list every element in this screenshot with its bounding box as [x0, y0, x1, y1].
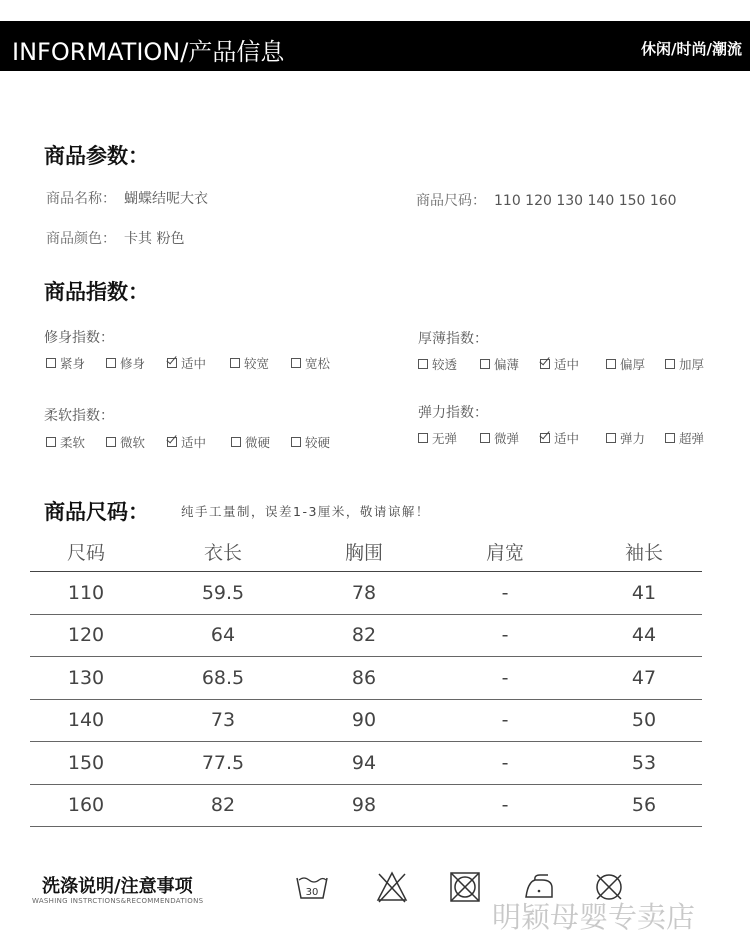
- option-item[interactable]: 适中: [167, 433, 206, 451]
- table-cell: 110: [30, 572, 142, 615]
- param-color-label: 商品颜色：: [46, 231, 116, 247]
- store-watermark: 明颖母婴专卖店: [492, 900, 696, 934]
- option-item[interactable]: 微弹: [480, 429, 519, 447]
- option-item[interactable]: 无弹: [418, 429, 457, 447]
- param-size-value: 110 120 130 140 150 160: [494, 193, 677, 209]
- checkbox-icon: [418, 359, 428, 369]
- index-label-fit: 修身指数：: [44, 330, 114, 346]
- option-item[interactable]: 弹力: [606, 429, 645, 447]
- checkbox-icon: [418, 433, 428, 443]
- header-title: INFORMATION/产品信息: [12, 38, 285, 66]
- param-size: [416, 190, 677, 210]
- option-item[interactable]: 修身: [106, 354, 145, 372]
- header-tags: 休闲/时尚/潮流: [641, 40, 742, 58]
- option-item[interactable]: 柔软: [46, 433, 85, 451]
- table-cell: 77.5: [142, 742, 304, 785]
- index-label-softness: 柔软指数：: [44, 408, 114, 424]
- table-cell: -: [424, 657, 586, 700]
- header-bar: [0, 21, 750, 71]
- table-cell: 130: [30, 657, 142, 700]
- table-cell: 90: [304, 699, 424, 742]
- table-row: [30, 657, 702, 700]
- option-item[interactable]: 较宽: [230, 354, 269, 372]
- column-header: 尺码: [30, 531, 142, 572]
- checkbox-icon: [46, 437, 56, 447]
- table-cell: 50: [586, 699, 702, 742]
- column-header: 衣长: [142, 531, 304, 572]
- option-item[interactable]: 宽松: [291, 354, 330, 372]
- table-cell: -: [424, 699, 586, 742]
- option-item[interactable]: 适中: [167, 354, 206, 372]
- table-cell: 120: [30, 614, 142, 657]
- option-item[interactable]: 微软: [106, 433, 145, 451]
- option-item[interactable]: 较硬: [291, 433, 330, 451]
- checkbox-checked-icon: [167, 437, 177, 447]
- option-item[interactable]: 较透: [418, 355, 457, 373]
- option-item[interactable]: 加厚: [665, 355, 704, 373]
- column-header: 袖长: [586, 531, 702, 572]
- checkbox-checked-icon: [167, 358, 177, 368]
- table-cell: 98: [304, 784, 424, 827]
- table-cell: 150: [30, 742, 142, 785]
- column-header: 胸围: [304, 531, 424, 572]
- table-cell: -: [424, 784, 586, 827]
- sizes-title: 商品尺码：: [44, 500, 149, 524]
- washing-subtitle: WASHING INSTRCTIONS&RECOMMENDATIONS: [32, 897, 204, 905]
- size-table: [30, 531, 702, 827]
- sizes-note: 纯手工量制，误差1-3厘米，敬请谅解！: [181, 504, 430, 519]
- checkbox-checked-icon: [540, 359, 550, 369]
- checkbox-icon: [606, 433, 616, 443]
- table-cell: 73: [142, 699, 304, 742]
- table-cell: 82: [304, 614, 424, 657]
- table-cell: 44: [586, 614, 702, 657]
- param-name-label: 商品名称：: [46, 191, 116, 207]
- checkbox-icon: [665, 359, 675, 369]
- checkbox-checked-icon: [540, 433, 550, 443]
- checkbox-icon: [480, 433, 490, 443]
- table-cell: 140: [30, 699, 142, 742]
- checkbox-icon: [106, 358, 116, 368]
- option-item[interactable]: 微硬: [231, 433, 270, 451]
- params-title: 商品参数：: [44, 144, 149, 168]
- option-item[interactable]: 超弹: [665, 429, 704, 447]
- table-cell: 59.5: [142, 572, 304, 615]
- wash-30-icon: [295, 870, 329, 904]
- table-cell: -: [424, 614, 586, 657]
- no-bleach-icon: [375, 870, 409, 904]
- table-row: [30, 699, 702, 742]
- table-cell: 82: [142, 784, 304, 827]
- indices-title: 商品指数：: [44, 280, 149, 304]
- param-name-value: 蝴蝶结呢大衣: [124, 191, 208, 207]
- table-cell: 56: [586, 784, 702, 827]
- table-cell: -: [424, 742, 586, 785]
- option-item[interactable]: 适中: [540, 355, 579, 373]
- table-cell: 47: [586, 657, 702, 700]
- checkbox-icon: [231, 437, 241, 447]
- table-cell: 160: [30, 784, 142, 827]
- table-cell: 53: [586, 742, 702, 785]
- option-item[interactable]: 偏薄: [480, 355, 519, 373]
- param-color-value: 卡其 粉色: [124, 231, 185, 247]
- param-name: [46, 188, 208, 208]
- param-color: [46, 228, 184, 248]
- table-cell: -: [424, 572, 586, 615]
- index-label-thickness: 厚薄指数：: [418, 331, 488, 347]
- washing-title: 洗涤说明/注意事项: [42, 876, 193, 897]
- checkbox-icon: [291, 358, 301, 368]
- wash-temp-label: 30: [305, 887, 319, 898]
- column-header: 肩宽: [424, 531, 586, 572]
- checkbox-icon: [665, 433, 675, 443]
- table-cell: 94: [304, 742, 424, 785]
- table-row: [30, 742, 702, 785]
- checkbox-icon: [606, 359, 616, 369]
- checkbox-icon: [480, 359, 490, 369]
- table-cell: 68.5: [142, 657, 304, 700]
- checkbox-icon: [230, 358, 240, 368]
- table-row: [30, 784, 702, 827]
- no-tumble-dry-icon: [448, 870, 482, 904]
- table-cell: 78: [304, 572, 424, 615]
- index-label-elasticity: 弹力指数：: [418, 405, 488, 421]
- param-size-label: 商品尺码：: [416, 193, 486, 209]
- table-row: [30, 614, 702, 657]
- table-row: [30, 572, 702, 615]
- checkbox-icon: [291, 437, 301, 447]
- checkbox-icon: [46, 358, 56, 368]
- option-item[interactable]: 适中: [540, 429, 579, 447]
- table-cell: 86: [304, 657, 424, 700]
- option-item[interactable]: 偏厚: [606, 355, 645, 373]
- table-cell: 64: [142, 614, 304, 657]
- checkbox-icon: [106, 437, 116, 447]
- table-header-row: [30, 531, 702, 572]
- table-cell: 41: [586, 572, 702, 615]
- option-item[interactable]: 紧身: [46, 354, 85, 372]
